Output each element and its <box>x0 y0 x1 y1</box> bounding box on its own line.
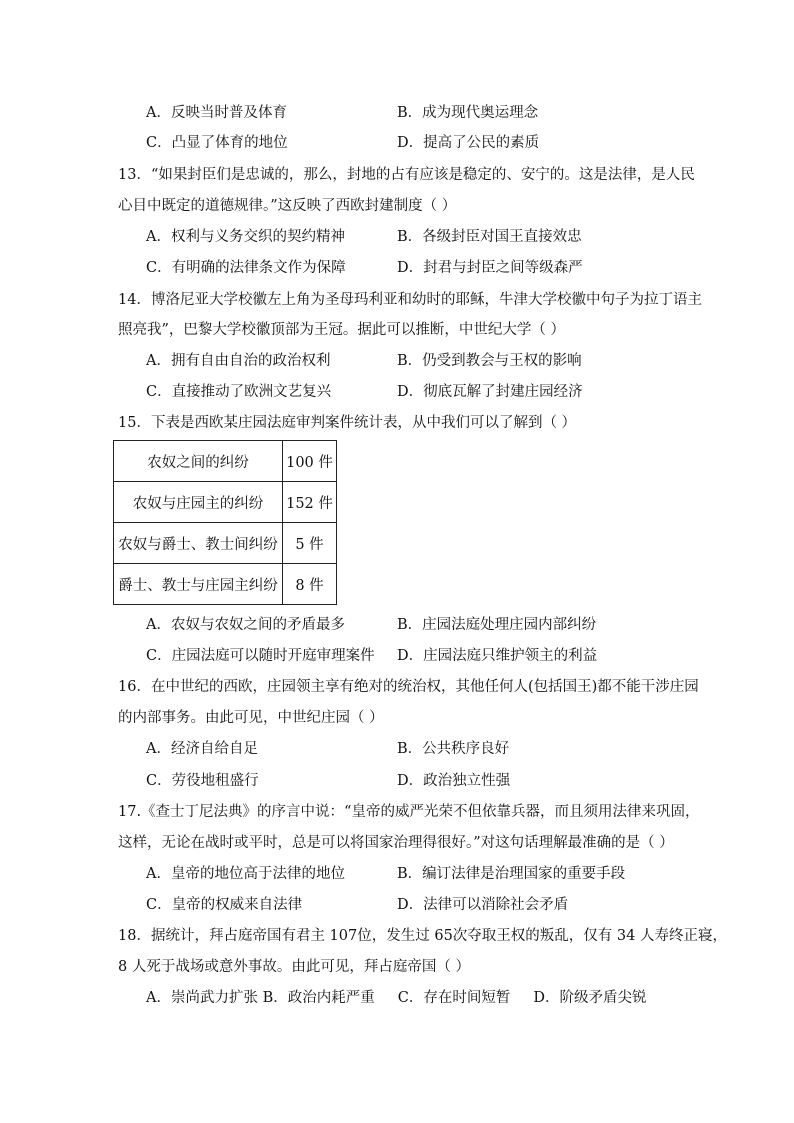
table-cell-category: 农奴之间的纠纷 <box>114 441 283 482</box>
q14-option-d: D．彻底瓦解了封建庄园经济 <box>397 384 583 400</box>
case-statistics-table <box>113 440 337 605</box>
table-row <box>114 523 337 564</box>
q13-option-a: A．权利与义务交织的契约精神 <box>146 229 345 245</box>
q16-option-c: C．劳役地租盛行 <box>146 773 259 789</box>
q13-option-d: D．封君与封臣之间等级森严 <box>397 260 583 276</box>
q13-option-b: B．各级封臣对国王直接效忠 <box>397 229 582 245</box>
q12-option-d: D．提高了公民的素质 <box>397 135 540 151</box>
q15-option-c: C．庄园法庭可以随时开庭审理案件 <box>146 648 375 664</box>
q16-option-b: B．公共秩序良好 <box>397 741 510 757</box>
q17-option-c: C．皇帝的权威来自法律 <box>146 897 303 913</box>
q14-option-c: C．直接推动了欧洲文艺复兴 <box>146 384 332 400</box>
q12-option-c: C．凸显了体育的地位 <box>146 135 288 151</box>
q16-stem-line-2: 的内部事务。由此可见，中世纪庄园（ ） <box>118 710 384 726</box>
q13-stem-line-2: 心目中既定的道德规律。”这反映了西欧封建制度（ ） <box>118 198 457 214</box>
table-cell-category: 农奴与庄园主的纠纷 <box>114 482 283 523</box>
q17-option-d: D．法律可以消除社会矛盾 <box>397 897 569 913</box>
q16-option-d: D．政治独立性强 <box>397 773 511 789</box>
table-row <box>114 482 337 523</box>
q13-stem-line-1: 13．“如果封臣们是忠诚的，那么，封地的占有应该是稳定的、安宁的。这是法律，是人民 <box>118 167 695 183</box>
q17-option-a: A．皇帝的地位高于法律的地位 <box>146 866 345 882</box>
table-cell-count: 152 件 <box>283 482 337 523</box>
q15-option-a: A．农奴与农奴之间的矛盾最多 <box>146 617 345 633</box>
table-cell-category: 农奴与爵士、教士间纠纷 <box>114 523 283 564</box>
q12-option-a: A．反映当时普及体育 <box>146 105 287 121</box>
q18-stem-line-1: 18．据统计，拜占庭帝国有君主 107位，发生过 65次夺取王权的叛乱，仅有 34 人寿终正寝， <box>118 928 727 944</box>
table-row <box>114 564 337 605</box>
q14-stem-line-2: 照亮我”，巴黎大学校徽顶部为王冠。据此可以推断，中世纪大学（ ） <box>118 322 566 338</box>
q14-option-b: B．仍受到教会与王权的影响 <box>397 353 582 369</box>
q16-stem-line-1: 16．在中世纪的西欧，庄园领主享有绝对的统治权，其他任何人(包括国王)都不能干涉庄园 <box>118 679 699 695</box>
q16-option-a: A．经济自给自足 <box>146 741 258 757</box>
q17-option-b: B．编订法律是治理国家的重要手段 <box>397 866 626 882</box>
q14-stem-line-1: 14．博洛尼亚大学校徽左上角为圣母玛利亚和幼时的耶稣，牛津大学校徽中句子为拉丁语主 <box>118 292 702 308</box>
q13-option-c: C．有明确的法律条文作为保障 <box>146 260 346 276</box>
table-cell-category: 爵士、教士与庄园主纠纷 <box>114 564 283 605</box>
table-row <box>114 441 337 482</box>
table-cell-count: 5 件 <box>283 523 337 564</box>
q18-stem-line-2: 8 人死于战场或意外事故。由此可见，拜占庭帝国（ ） <box>118 959 470 975</box>
q15-stem-line-1: 15．下表是西欧某庄园法庭审判案件统计表，从中我们可以了解到（ ） <box>118 415 577 431</box>
table-cell-count: 8 件 <box>283 564 337 605</box>
q17-stem-line-1: 17.《查士丁尼法典》的序言中说：“皇帝的威严光荣不但依靠兵器，而且须用法律来巩固， <box>118 804 700 820</box>
q12-option-b: B．成为现代奥运理念 <box>397 105 539 121</box>
q14-option-a: A．拥有自由自治的政治权利 <box>146 353 331 369</box>
q15-option-b: B．庄园法庭处理庄园内部纠纷 <box>397 617 597 633</box>
table-cell-count: 100 件 <box>283 441 337 482</box>
q18-options: A．崇尚武力扩张 B．政治内耗严重 C．存在时间短暂 D．阶级矛盾尖锐 <box>146 990 647 1006</box>
q15-option-d: D．庄园法庭只维护领主的利益 <box>397 648 598 664</box>
q17-stem-line-2: 这样，无论在战时或平时，总是可以将国家治理得很好。”对这句话理解最准确的是（ ） <box>118 835 674 851</box>
